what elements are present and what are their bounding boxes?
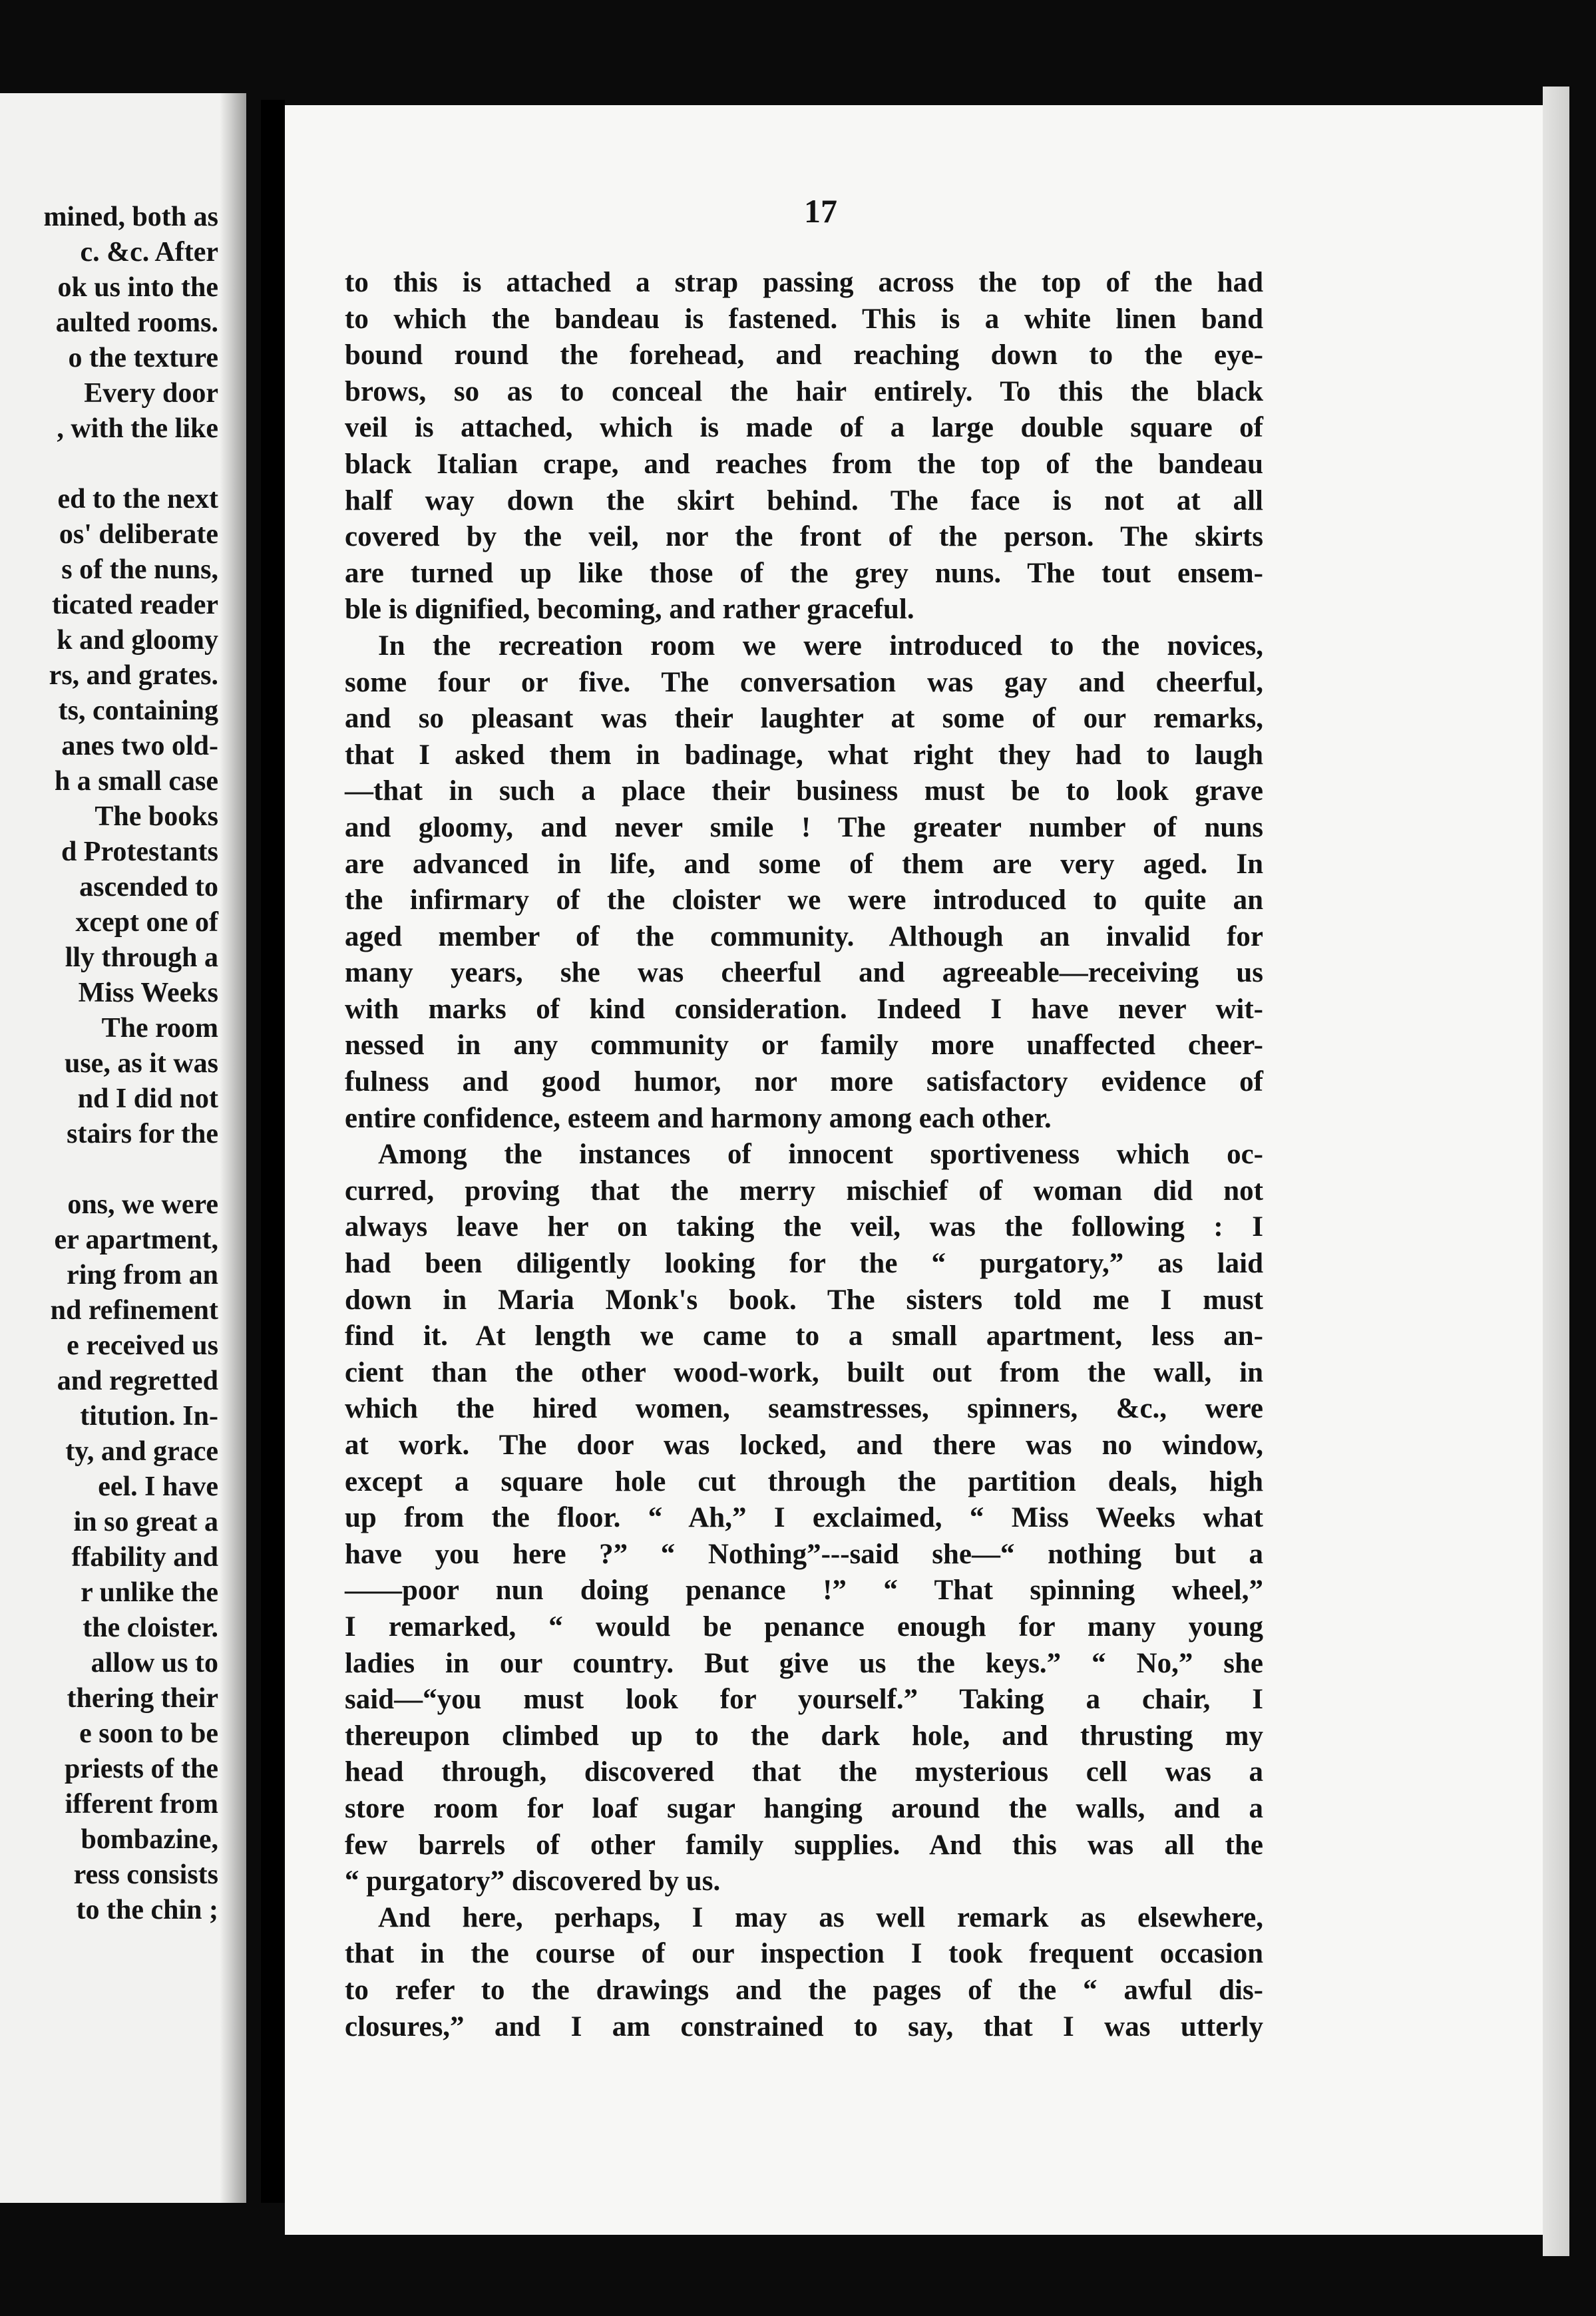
text-line: fulness and good humor, nor more satisfactory evidence of — [345, 1066, 1263, 1098]
previous-page-line: bombazine, — [81, 1824, 218, 1855]
text-line: to which the bandeau is fastened. This is a white linen band — [345, 303, 1263, 335]
page-fold-shadow — [220, 93, 246, 2203]
text-line: some four or five. The conversation was gay and cheerful, — [345, 666, 1263, 698]
previous-page-line: The room — [101, 1013, 218, 1044]
text-line: with marks of kind consideration. Indeed I have never wit- — [345, 993, 1263, 1025]
text-line: In the recreation room we were introduced to the novices, — [378, 630, 1263, 662]
text-line: I remarked, “ would be penance enough for many young — [345, 1611, 1263, 1642]
text-line: thereupon climbed up to the dark hole, and thrusting my — [345, 1720, 1263, 1752]
previous-page-line: The books — [95, 801, 218, 832]
previous-page-line: er apartment, — [54, 1225, 218, 1255]
text-line: the infirmary of the cloister we were introduced to quite an — [345, 884, 1263, 916]
previous-page-line: , with the like — [57, 413, 218, 444]
previous-page-line — [0, 1152, 218, 1187]
text-line: at work. The door was locked, and there was no window, — [345, 1430, 1263, 1461]
previous-page-line: use, as it was — [64, 1048, 218, 1079]
text-line: and gloomy, and never smile ! The greater number of nuns — [345, 811, 1263, 843]
previous-page-line: eel. I have — [98, 1471, 218, 1502]
previous-page-line: ts, containing — [58, 695, 218, 726]
previous-page-line: allow us to — [91, 1648, 218, 1678]
previous-page-line: ascended to — [79, 872, 218, 902]
text-line: —that in such a place their business must be to look grave — [345, 775, 1263, 807]
previous-page-line: xcept one of — [75, 907, 218, 938]
previous-page-line: titution. In- — [80, 1401, 218, 1432]
text-line: ——poor nun doing penance !” “ That spinning wheel,” — [345, 1575, 1263, 1607]
text-line: few barrels of other family supplies. And this was all the — [345, 1829, 1263, 1861]
page-edge — [1543, 87, 1569, 2256]
previous-page-line: nd I did not — [77, 1083, 218, 1114]
text-line: find it. At length we came to a small apartment, less an- — [345, 1320, 1263, 1352]
text-line: black Italian crape, and reaches from the top of the bandeau — [345, 448, 1263, 480]
text-line: said—“you must look for yourself.” Taking a chair, I — [345, 1684, 1263, 1716]
previous-page-line: o the texture — [68, 343, 218, 373]
text-line: bound round the forehead, and reaching down to the eye- — [345, 339, 1263, 371]
previous-page-line: ticated reader — [52, 590, 218, 620]
text-line: And here, perhaps, I may as well remark as elsewhere, — [378, 1901, 1263, 1933]
text-line: which the hired women, seamstresses, spinners, &c., were — [345, 1393, 1263, 1425]
text-line: that in the course of our inspection I took frequent occasion — [345, 1938, 1263, 1970]
previous-page-line: h a small case — [54, 766, 218, 797]
previous-page-line: ed to the next — [57, 484, 218, 514]
previous-page-line: os' deliberate — [59, 519, 218, 550]
book-gutter — [261, 100, 285, 2203]
text-line: ble is dignified, becoming, and rather graceful. — [345, 594, 914, 626]
previous-page-line — [0, 447, 218, 482]
previous-page — [0, 93, 246, 2203]
text-line: ladies in our country. But give us the keys.” “ No,” she — [345, 1647, 1263, 1679]
text-line: curred, proving that the merry mischief of woman did not — [345, 1175, 1263, 1207]
text-line: “ purgatory” discovered by us. — [345, 1865, 721, 1897]
text-line: many years, she was cheerful and agreeable—receiving us — [345, 957, 1263, 989]
text-line: always leave her on taking the veil, was the following : I — [345, 1211, 1263, 1243]
previous-page-line: stairs for the — [67, 1119, 218, 1149]
text-line: cient than the other wood-work, built out from the wall, in — [345, 1356, 1263, 1388]
previous-page-line: ons, we were — [67, 1189, 218, 1220]
text-line: to this is attached a strap passing across the top of the had — [345, 267, 1263, 298]
previous-page-line: e received us — [67, 1330, 218, 1361]
previous-page-line: nd refinement — [50, 1295, 218, 1326]
previous-page-line: aulted rooms. — [55, 307, 218, 338]
previous-page-line: Miss Weeks — [78, 978, 218, 1008]
text-line: are turned up like those of the grey nuns. The tout ensem- — [345, 557, 1263, 589]
previous-page-line: mined, both as — [43, 202, 218, 232]
previous-page-line: ty, and grace — [65, 1436, 218, 1467]
text-line: down in Maria Monk's book. The sisters told me I must — [345, 1284, 1263, 1316]
text-line: aged member of the community. Although an invalid for — [345, 920, 1263, 952]
previous-page-line: c. &c. After — [80, 237, 218, 268]
text-line: Among the instances of innocent sportiveness which oc- — [378, 1139, 1263, 1171]
previous-page-line: ifferent from — [65, 1789, 218, 1820]
text-line: have you here ?” “ Nothing”---said she—“ nothing but a — [345, 1538, 1263, 1570]
previous-page-line: ok us into the — [57, 272, 218, 303]
previous-page-text — [0, 200, 218, 1928]
text-line: except a square hole cut through the partition deals, high — [345, 1465, 1263, 1497]
text-line: that I asked them in badinage, what right they had to laugh — [345, 739, 1263, 771]
previous-page-line: r unlike the — [81, 1577, 218, 1608]
previous-page-line: lly through a — [65, 942, 218, 973]
previous-page-line: thering their — [67, 1683, 218, 1714]
previous-page-line: rs, and grates. — [49, 660, 218, 691]
previous-page-line: k and gloomy — [57, 625, 218, 656]
previous-page-line: in so great a — [73, 1507, 218, 1537]
text-line: store room for loaf sugar hanging around the walls, and a — [345, 1792, 1263, 1824]
previous-page-line: ress consists — [73, 1859, 218, 1890]
text-line: are advanced in life, and some of them are very aged. In — [345, 848, 1263, 880]
text-line: up from the floor. “ Ah,” I exclaimed, “ Miss Weeks what — [345, 1502, 1263, 1534]
text-line: to refer to the drawings and the pages of the “ awful dis- — [345, 1974, 1263, 2006]
page-number: 17 — [804, 192, 837, 230]
previous-page-line: ring from an — [67, 1260, 218, 1290]
body-text — [345, 265, 1263, 2045]
previous-page-line: e soon to be — [79, 1718, 218, 1749]
previous-page-line: d Protestants — [61, 837, 218, 867]
previous-page-line: and regretted — [57, 1366, 218, 1396]
previous-page-line: priests of the — [65, 1754, 218, 1784]
text-line: entire confidence, esteem and harmony among each other. — [345, 1102, 1052, 1134]
text-line: and so pleasant was their laughter at some of our remarks, — [345, 703, 1263, 735]
previous-page-line: the cloister. — [83, 1613, 218, 1643]
text-line: half way down the skirt behind. The face is not at all — [345, 484, 1263, 516]
previous-page-line: ffability and — [71, 1542, 218, 1573]
previous-page-line: anes two old- — [61, 731, 218, 761]
previous-page-line: to the chin ; — [76, 1895, 218, 1925]
text-line: closures,” and I am constrained to say, that I was utterly — [345, 2011, 1263, 2042]
text-line: nessed in any community or family more unaffected cheer- — [345, 1030, 1263, 1062]
text-line: brows, so as to conceal the hair entirely. To this the black — [345, 375, 1263, 407]
previous-page-line: Every door — [84, 378, 218, 409]
text-line: covered by the veil, nor the front of the person. The skirts — [345, 521, 1263, 553]
text-line: had been diligently looking for the “ purgatory,” as laid — [345, 1248, 1263, 1280]
text-line: head through, discovered that the mysterious cell was a — [345, 1756, 1263, 1788]
text-line: veil is attached, which is made of a large double square of — [345, 412, 1263, 444]
current-page — [285, 105, 1543, 2235]
previous-page-line: s of the nuns, — [61, 554, 218, 585]
